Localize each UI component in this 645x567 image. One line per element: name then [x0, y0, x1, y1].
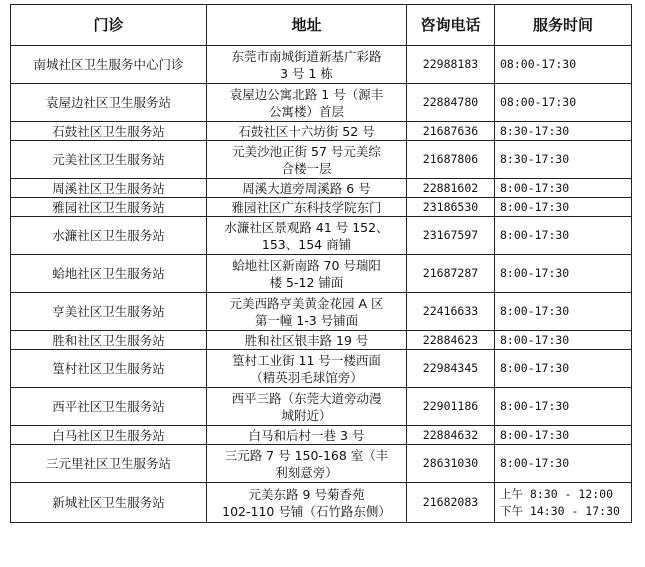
table-row [11, 293, 632, 331]
address-line: 153、154 商铺 [261, 236, 352, 252]
address-line: 周溪大道旁周溪路 6 号 [242, 180, 371, 196]
clinic-address [207, 217, 407, 255]
hours-line: 8:00-17:30 [500, 361, 570, 375]
table-row [11, 426, 632, 445]
header-clinic: 门诊 [11, 5, 207, 46]
clinic-hours [495, 217, 632, 255]
clinic-phone: 23186530 [407, 198, 495, 217]
clinic-name: 南城社区卫生服务中心门诊 [11, 46, 207, 84]
address-line: 城附近） [281, 407, 332, 423]
header-hours: 服务时间 [495, 5, 632, 46]
clinic-name: 胜和社区卫生服务站 [11, 331, 207, 350]
hours-line: 上午 8:30 - 12:00 [500, 486, 614, 501]
address-line: 3 号 1 栋 [280, 65, 333, 81]
clinic-name: 雅园社区卫生服务站 [11, 198, 207, 217]
clinic-name: 新城社区卫生服务站 [11, 483, 207, 523]
clinic-name: 三元里社区卫生服务站 [11, 445, 207, 483]
clinic-hours [495, 331, 632, 350]
clinic-hours [495, 293, 632, 331]
address-line: 蛤地社区新南路 70 号瑞阳 [232, 257, 381, 273]
address-line: 利刻意旁） [275, 464, 338, 480]
address-line: 西平三路（东莞大道旁动漫 [231, 390, 382, 406]
clinic-hours [495, 141, 632, 179]
clinic-phone: 22884632 [407, 426, 495, 445]
hours-line: 下午 14:30 - 17:30 [500, 503, 620, 518]
clinic-hours [495, 445, 632, 483]
hours-line: 8:00-17:30 [500, 456, 570, 470]
clinic-name: 西平社区卫生服务站 [11, 388, 207, 426]
clinic-address [207, 350, 407, 388]
clinic-hours [495, 350, 632, 388]
clinic-phone: 21682083 [407, 483, 495, 523]
address-line: 元美沙池正街 57 号元美综 [232, 143, 381, 159]
clinic-phone: 22901186 [407, 388, 495, 426]
table-row [11, 445, 632, 483]
address-line: 第一幢 1-3 号铺面 [254, 312, 359, 328]
clinic-address [207, 141, 407, 179]
clinic-hours [495, 388, 632, 426]
clinic-phone: 28631030 [407, 445, 495, 483]
clinic-name: 周溪社区卫生服务站 [11, 179, 207, 198]
address-line: 白马和后村一巷 3 号 [248, 427, 365, 443]
address-line: 胜和社区银丰路 19 号 [244, 332, 369, 348]
clinic-phone: 21687806 [407, 141, 495, 179]
clinic-name: 袁屋边社区卫生服务站 [11, 84, 207, 122]
hours-line: 08:00-17:30 [500, 57, 577, 71]
table-row [11, 255, 632, 293]
address-line: 篁村工业街 11 号一楼西面 [232, 352, 381, 368]
address-line: （精英羽毛球馆旁） [250, 369, 363, 385]
address-line: 合楼一层 [281, 160, 332, 176]
table-row [11, 483, 632, 523]
clinic-address [207, 331, 407, 350]
clinic-hours [495, 426, 632, 445]
hours-line: 8:30-17:30 [500, 123, 570, 138]
hours-line: 8:00-17:30 [500, 399, 570, 413]
header-address: 地址 [207, 5, 407, 46]
table-row [11, 141, 632, 179]
clinic-phone: 22416633 [407, 293, 495, 331]
table-row [11, 388, 632, 426]
clinic-phone: 22884623 [407, 331, 495, 350]
clinic-phone: 21687636 [407, 122, 495, 141]
table-row [11, 46, 632, 84]
clinic-address [207, 198, 407, 217]
clinic-address [207, 426, 407, 445]
header-phone: 咨询电话 [407, 5, 495, 46]
clinic-hours [495, 255, 632, 293]
table-row [11, 350, 632, 388]
address-line: 水濂社区景观路 41 号 152、 [224, 219, 389, 235]
table-row [11, 198, 632, 217]
address-line: 三元路 7 号 150-168 室（丰 [224, 447, 389, 463]
clinic-name: 白马社区卫生服务站 [11, 426, 207, 445]
clinic-name: 蛤地社区卫生服务站 [11, 255, 207, 293]
clinic-phone: 22881602 [407, 179, 495, 198]
address-line: 公寓楼）首层 [268, 103, 344, 119]
clinic-name: 亨美社区卫生服务站 [11, 293, 207, 331]
hours-line: 8:00-17:30 [500, 199, 570, 214]
address-line: 元美东路 9 号菊香苑 [248, 486, 365, 502]
clinic-address [207, 84, 407, 122]
clinic-phone: 22984345 [407, 350, 495, 388]
address-line: 102-110 号铺（石竹路东侧） [222, 503, 391, 519]
clinic-address [207, 388, 407, 426]
hours-line: 8:00-17:30 [500, 332, 570, 347]
clinic-phone: 23167597 [407, 217, 495, 255]
clinic-address [207, 122, 407, 141]
clinic-hours [495, 198, 632, 217]
header-row [11, 5, 632, 46]
clinic-address [207, 293, 407, 331]
address-line: 雅园社区广东科技学院东门 [231, 199, 382, 215]
clinic-name: 水濂社区卫生服务站 [11, 217, 207, 255]
address-line: 楼 5-12 铺面 [269, 274, 344, 290]
hours-line: 8:00-17:30 [500, 304, 570, 318]
address-line: 东莞市南城街道新基广彩路 [231, 48, 382, 64]
address-line: 石鼓社区十六坊街 52 号 [238, 123, 375, 139]
hours-line: 8:00-17:30 [500, 266, 570, 280]
hours-line: 8:00-17:30 [500, 427, 570, 442]
table-row [11, 331, 632, 350]
clinic-address [207, 179, 407, 198]
table-row [11, 179, 632, 198]
table-row [11, 122, 632, 141]
table-row [11, 84, 632, 122]
address-line: 袁屋边公寓北路 1 号（源丰 [229, 86, 384, 102]
clinic-hours [495, 122, 632, 141]
clinic-hours [495, 483, 632, 523]
clinic-phone: 22884780 [407, 84, 495, 122]
hours-line: 08:00-17:30 [500, 95, 577, 109]
clinic-name: 石鼓社区卫生服务站 [11, 122, 207, 141]
hours-line: 8:30-17:30 [500, 152, 570, 166]
clinic-table [10, 4, 632, 523]
table-row [11, 217, 632, 255]
clinic-name: 篁村社区卫生服务站 [11, 350, 207, 388]
hours-line: 8:00-17:30 [500, 228, 570, 242]
hours-line: 8:00-17:30 [500, 180, 570, 195]
clinic-hours [495, 46, 632, 84]
clinic-address [207, 483, 407, 523]
clinic-address [207, 445, 407, 483]
clinic-address [207, 255, 407, 293]
clinic-hours [495, 179, 632, 198]
clinic-phone: 22988183 [407, 46, 495, 84]
clinic-name: 元美社区卫生服务站 [11, 141, 207, 179]
address-line: 元美西路亨美黄金花园 A 区 [229, 295, 384, 311]
clinic-hours [495, 84, 632, 122]
clinic-address [207, 46, 407, 84]
clinic-phone: 21687287 [407, 255, 495, 293]
